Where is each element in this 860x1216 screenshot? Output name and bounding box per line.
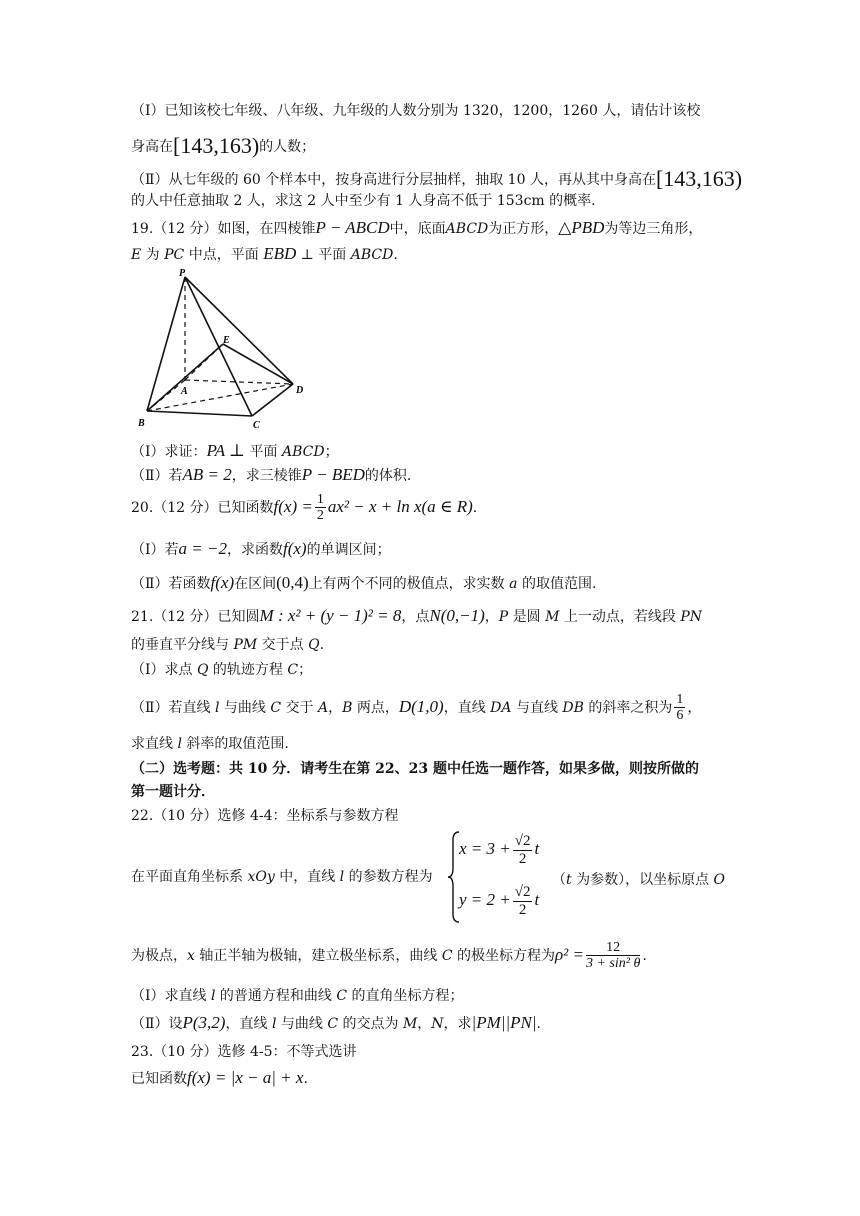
interval: [143,163): [655, 166, 743, 191]
label-b: B: [138, 418, 145, 429]
q21-part1: （Ⅰ）求点 Q 的轨迹方程 C；: [131, 662, 313, 678]
label-e: E: [223, 335, 230, 346]
fraction-one-half: $\frac{1}{2}$: [316, 492, 324, 524]
pyramid-figure: [138, 268, 308, 430]
label-p: P: [179, 268, 186, 279]
label-c: C: [253, 420, 260, 430]
q22-part2: （Ⅱ）设P(3,2)，直线 l 与曲线 C 的交点为 M，N，求|PM||PN|.: [131, 1013, 541, 1032]
param-eq-x: x = 3 + $\frac{√2}{2}$ t: [459, 833, 540, 867]
q23-line: 已知函数f(x) = |x − a| + x.: [131, 1068, 308, 1087]
q18-part1-line1: （Ⅰ）已知该校七年级、八年级、九年级的人数分别为 1320，1200，1260 人，请估计该校: [131, 103, 701, 119]
optional-heading-line2: 第一题计分．: [131, 784, 215, 800]
q18-part1-line2: 身高在[143,163)的人数；: [131, 133, 316, 158]
q22-intro: 在平面直角坐标系 xOy 中，直线 l 的参数方程为: [131, 869, 433, 885]
q20-part1: （Ⅰ）若a = −2，求函数f(x)的单调区间；: [131, 539, 391, 558]
q20-part2: （Ⅱ）若函数f(x)在区间(0,4)上有两个不同的极值点，求实数 a 的取值范围.: [131, 573, 597, 592]
polar-fraction: $\frac{12}{\text{3 + sin² θ}}$: [585, 940, 641, 972]
q20-head: 20.（12 分）已知函数f(x) = $\frac{1}{2}$ ax² − x + ln x(a ∈ R).: [131, 492, 478, 524]
q19-part2: （Ⅱ）若AB = 2，求三棱锥P − BED的体积.: [131, 465, 412, 484]
q22-part1: （Ⅰ）求直线 l 的普通方程和曲线 C 的直角坐标方程；: [131, 988, 464, 1004]
q19-part1: （Ⅰ）求证：PA ⊥ 平面 ABCD；: [131, 441, 339, 460]
fraction-one-sixth: $\frac{1}{6}$: [676, 692, 684, 724]
q19-head: 19.（12 分）如图，在四棱锥P − ABCD中，底面ABCD为正方形，△PBD为等边三角形，: [131, 218, 703, 237]
param-eq-y: y = 2 + $\frac{√2}{2}$ t: [459, 884, 540, 918]
q21-head: 21.（12 分）已知圆M : x² + (y − 1)² = 8，点N(0,−1)，P 是圆 M 上一动点，若线段 PN: [131, 606, 703, 625]
q22-polar: 为极点，x 轴正半轴为极轴，建立极坐标系，曲线 C 的极坐标方程为ρ² = $\frac{12}{\text{3 + sin² θ}}$ .: [131, 940, 647, 972]
q21-part2: （Ⅱ）若直线 l 与曲线 C 交于 A，B 两点，D(1,0)，直线 DA 与直线 DB 的斜率之积为 $\frac{1}{6}$ ，: [131, 692, 702, 724]
label-a: A: [181, 386, 188, 397]
q18-part2-line2: 的人中任意抽取 2 人，求这 2 人中至少有 1 人身高不低于 153cm 的概率.: [131, 193, 596, 209]
optional-heading-line1: （二）选考题：共 10 分．请考生在第 22、23 题中任选一题作答，如果多做，则按所做的: [131, 761, 699, 777]
param-note: （t 为参数），以坐标原点 O: [552, 872, 726, 888]
interval: [143,163): [173, 133, 260, 158]
q18-part2-line1: （Ⅱ）从七年级的 60 个样本中，按身高进行分层抽样，抽取 10 人，再从其中身高在[143,163): [131, 166, 743, 191]
q22-head: 22.（10 分）选修 4-4：坐标系与参数方程: [131, 808, 399, 824]
q21-last: 求直线 l 斜率的取值范围.: [131, 736, 289, 752]
q19-line2: E 为 PC 中点，平面 EBD ⊥ 平面 ABCD.: [131, 244, 398, 263]
q23-head: 23.（10 分）选修 4-5：不等式选讲: [131, 1044, 357, 1060]
label-d: D: [296, 385, 304, 396]
q21-line2: 的垂直平分线与 PM 交于点 Q.: [131, 637, 325, 653]
